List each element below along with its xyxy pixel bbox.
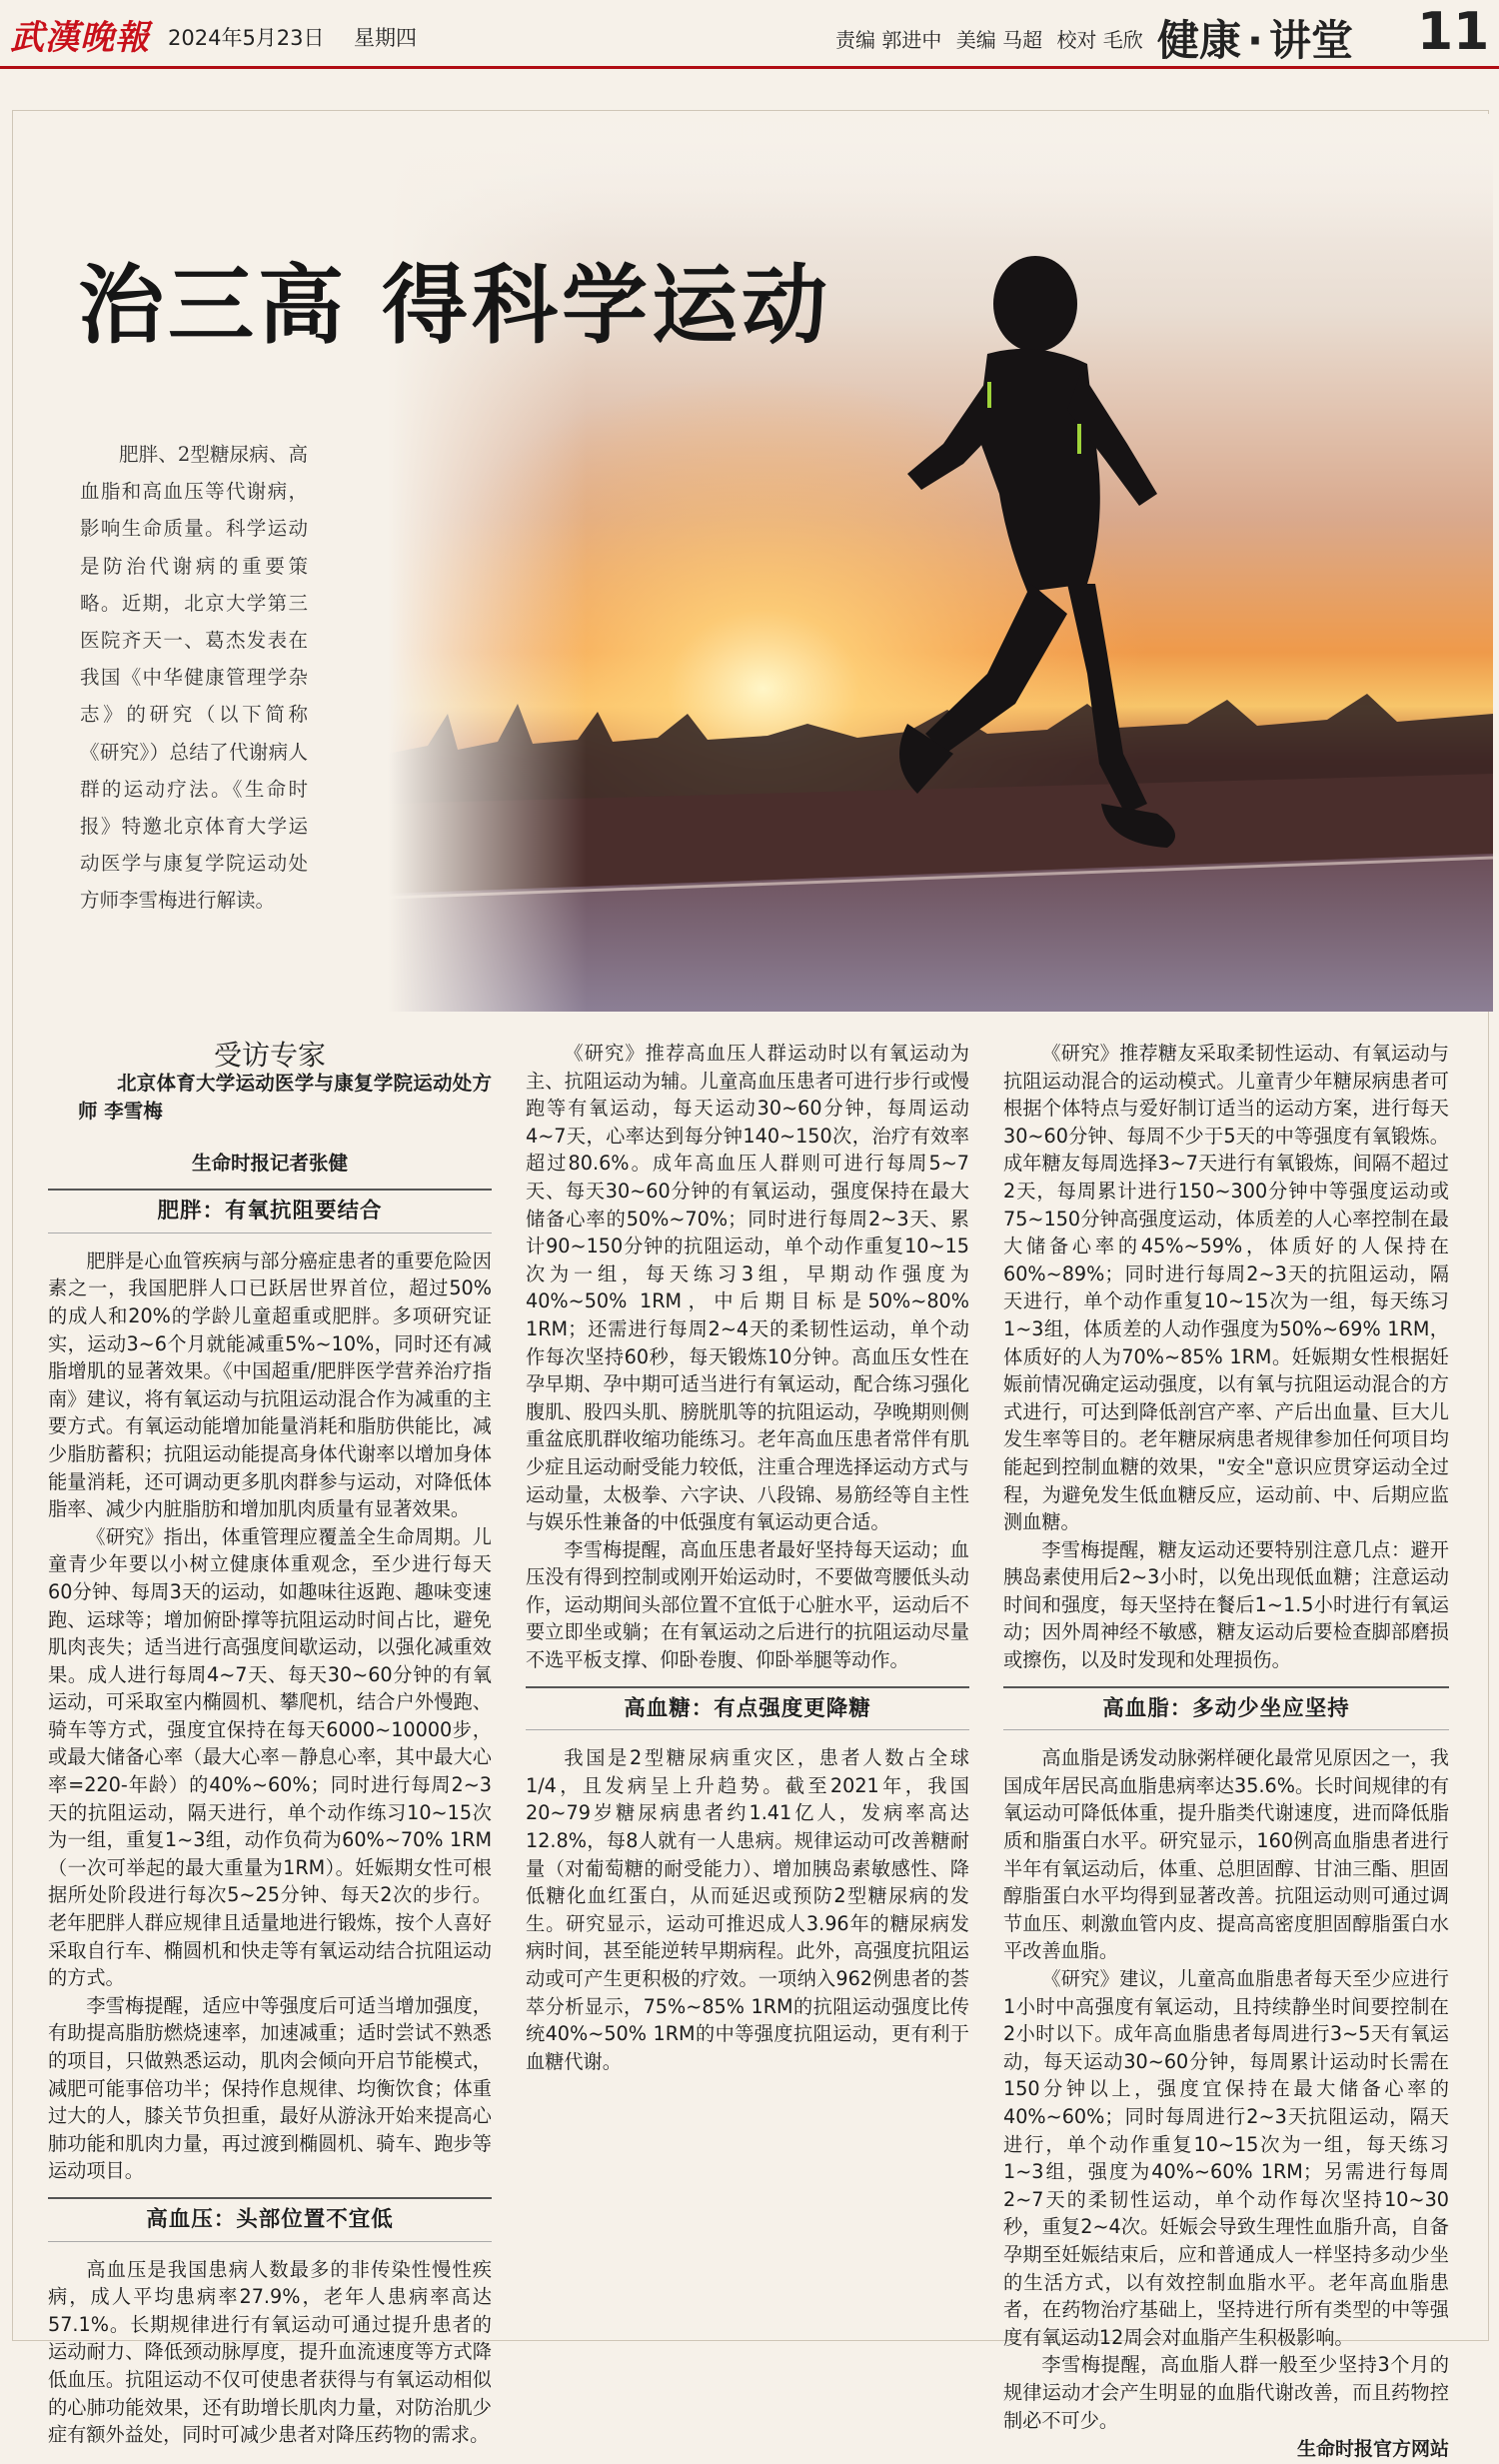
- paragraph: 《研究》推荐高血压人群运动时以有氧运动为主、抗阻运动为辅。儿童高血压患者可进行步行或慢跑等有氧运动，每天运动30~60分钟，每周运动4~7天，心率达到每分钟140~150次，治疗有效率超过80.6%。成年高血压人群则可进行每周5~7天、每天30~60分钟的有氧运动，强度保持在最大储备心率的50%~70%；同时进行每周2~3天、累计90~150分钟的抗阻运动，单个动作重复10~15次为一组，每天练习3组，早期动作强度为40%~50% 1RM，中后期目标是50%~80% 1RM；还需进行每周2~4天的柔韧性运动，单个动作每次坚持60秒，每天锻炼10分钟。高血压女性在孕早期、孕中期可适当进行有氧运动，配合练习强化腹肌、股四头肌、膀胱肌等的抗阻运动，孕晚期则侧重盆底肌群收缩功能练习。老年高血压患者常伴有肌少症且运动耐受能力较低，注重合理选择运动方式与运动量，太极拳、六字诀、八段锦、易筋经等自主性与娱乐性兼备的中低强度有氧运动更合适。: [526, 1042, 969, 1534]
- paragraph: 李雪梅提醒，高血脂人群一般至少坚持3个月的规律运动才会产生明显的血脂代谢改善，而且药物控制必不可少。: [1003, 2353, 1449, 2432]
- credit-proofreader: 校对 毛欣: [1056, 28, 1143, 52]
- expert-name: 北京体育大学运动医学与康复学院运动处方师 李雪梅: [78, 1071, 492, 1123]
- paragraph: 李雪梅提醒，适应中等强度后可适当增加强度，有助提高脂肪燃烧速率，加速减重；适时尝试不熟悉的项目，只做熟悉运动，肌肉会倾向开启节能模式，减肥可能事倍功半；保持作息规律、均衡饮食；体重过大的人，膝关节负担重，最好从游泳开始来提高心肺功能和肌肉力量，再过渡到椭圆机、骑车、跑步等运动项目。: [48, 1993, 492, 2183]
- section-name-a: 健康: [1157, 16, 1242, 65]
- paragraph: 高血压是我国患病人数最多的非传染性慢性疾病，成人平均患病率27.9%，老年人患病率高达57.1%。长期规律进行有氧运动可通过提升患者的运动耐力、降低颈动脉厚度，提升血流速度等方式降低血压。抗阻运动不仅可使患者获得与有氧运动相似的心肺功能效果，还有助增长肌肉力量，对防治肌少症有额外益处，同时可减少患者对降压药物的需求。: [48, 2257, 492, 2447]
- column-2: [526, 1040, 969, 2075]
- lead-paragraph: 肥胖、2型糖尿病、高血脂和高血压等代谢病，影响生命质量。科学运动是防治代谢病的重要策略。近期，北京大学第三医院齐天一、葛杰发表在我国《中华健康管理学杂志》的研究（以下简称《研究》）总结了代谢病人群的运动疗法。《生命时报》特邀北京体育大学运动医学与康复学院运动处方师李雪梅进行解读。: [80, 443, 308, 913]
- reporter-byline: 生命时报记者张健: [191, 1151, 348, 1175]
- paragraph: 肥胖是心血管疾病与部分癌症患者的重要危险因素之一，我国肥胖人口已跃居世界首位，超过50%的成人和20%的学龄儿童超重或肥胖。多项研究证实，运动3~6个月就能减重5%~10%，同时还有减脂增肌的显著效果。《中国超重/肥胖医学营养治疗指南》建议，将有氧运动与抗阻运动混合作为减重的主要方式。有氧运动能增加能量消耗和脂肪供能比，减少脂肪蓄积；抗阻运动能提高身体代谢率以增加身体能量消耗，还可调动更多肌肉群参与运动，对降低体脂率、减少内脏脂肪和增加肌肉质量有显著效果。: [48, 1248, 492, 1521]
- issue-date: 2024年5月23日: [168, 26, 325, 50]
- column-3: [1003, 1040, 1449, 2464]
- subhead-hyperglycemia: 高血糖：有点强度更降糖: [526, 1686, 969, 1731]
- expert-box-title: 受访专家: [213, 1039, 326, 1072]
- paragraph: 《研究》推荐糖友采取柔韧性运动、有氧运动与抗阻运动混合的运动模式。儿童青少年糖尿病患者可根据个体特点与爱好制订适当的运动方案，进行每天30~60分钟、每周不少于5天的中等强度有氧锻炼。成年糖友每周选择3~7天进行有氧锻炼，间隔不超过2天，每周累计进行150~300分钟中等强度运动或75~150分钟高强度运动，体质差的人心率控制在最大储备心率的45%~59%，体质好的人保持在60%~89%；同时进行每周2~3天的抗阻运动，隔天进行，单个动作重复10~15次为一组，每天练习1~3组，体质差的人动作强度为50%~69% 1RM，体质好的人为70%~85% 1RM。妊娠期女性根据妊娠前情况确定运动强度，以有氧与抗阻运动混合的方式进行，可达到降低剖宫产率、产后出血量、巨大儿发生率等目的。老年糖尿病患者规律参加任何项目均能起到控制血糖的效果，"安全"意识应贯穿运动全过程，为避免发生低血糖反应，运动前、中、后期应监测血糖。: [1003, 1042, 1449, 1534]
- page-number: 11: [1417, 2, 1490, 62]
- paragraph: 《研究》指出，体重管理应覆盖全生命周期。儿童青少年要以小树立健康体重观念，至少进行每天60分钟、每周3天的运动，如趣味往返跑、趣味变速跑、运球等；增加俯卧撑等抗阻运动时间占比，避免肌肉丧失；适当进行高强度间歇运动，以强化减重效果。成人进行每周4~7天、每天30~60分钟的有氧运动，可采取室内椭圆机、攀爬机，结合户外慢跑、骑车等方式，强度宜保持在每天6000~10000步，或最大储备心率（最大心率－静息心率，其中最大心率=220-年龄）的40%~60%；同时进行每周2~3天的抗阻运动，隔天进行，单个动作练习10~15次为一组，重复1~3组，动作负荷为60%~70% 1RM（一次可举起的最大重量为1RM）。妊娠期女性可根据所处阶段进行每次5~25分钟、每天2次的步行。老年肥胖人群应规律且适量地进行锻炼，按个人喜好采取自行车、椭圆机和快走等有氧运动结合抗阻运动的方式。: [48, 1524, 492, 1990]
- subhead-hyperlipidemia: 高血脂：多动少坐应坚持: [1003, 1686, 1449, 1731]
- subhead-hypertension: 高血压：头部位置不宜低: [48, 2197, 492, 2242]
- credit-designer: 美编 马超: [955, 28, 1043, 52]
- paragraph: 我国是2型糖尿病重灾区，患者人数占全球1/4，且发病呈上升趋势。截至2021年，我国20~79岁糖尿病患者约1.41亿人，发病率高达12.8%，每8人就有一人患病。规律运动可改善糖耐量（对葡萄糖的耐受能力）、增加胰岛素敏感性、降低糖化血红蛋白，从而延迟或预防2型糖尿病的发生。研究显示，运动可推迟成人3.96年的糖尿病发病时间，甚至能逆转早期病程。此外，高强度抗阻运动或可产生更积极的疗效。一项纳入962例患者的荟萃分析显示，75%~85% 1RM的抗阻运动强度比传统40%~50% 1RM的中等强度抗阻运动，更有利于血糖代谢。: [526, 1746, 969, 2073]
- paragraph: 《研究》建议，儿童高血脂患者每天至少应进行1小时中高强度有氧运动，且持续静坐时间要控制在2小时以下。成年高血脂患者每周进行3~5天有氧运动，每天运动30~60分钟，每周累计运动时长需在150分钟以上，强度宜保持在最大储备心率的40%~60%；同时每周进行2~3天抗阻运动，隔天进行，单个动作重复10~15次为一组，每天练习1~3组，强度为40%~60% 1RM；另需进行每周2~7天的柔韧性运动，单个动作每次坚持10~30秒，重复2~4次。妊娠会导致生理性血脂升高，自备孕期至妊娠结束后，应和普通成人一样坚持多动少坐的生活方式，以有效控制血脂水平。老年高血脂患者，在药物治疗基础上，坚持进行所有类型的中等强度有氧运动12周会对血脂产生积极影响。: [1003, 1967, 1449, 2349]
- credit-editor: 责编 郭进中: [835, 28, 942, 52]
- masthead: [0, 0, 1499, 66]
- issue-weekday: 星期四: [354, 26, 417, 50]
- editor-credits: [835, 24, 1151, 53]
- section-separator: ·: [1247, 16, 1263, 65]
- masthead-rule: [0, 66, 1499, 69]
- paragraph: 李雪梅提醒，高血压患者最好坚持每天运动；血压没有得到控制或刚开始运动时，不要做弯腰低头动作，运动期间头部位置不宜低于心脏水平，运动后不要立即坐或躺；在有氧运动之后进行的抗阻运动尽量不选平板支撑、仰卧卷腹、仰卧举腿等动作。: [526, 1537, 969, 1672]
- column-1: [48, 1040, 492, 2449]
- source-credit: 生命时报官方网站: [1296, 2438, 1449, 2461]
- section-title: [1157, 8, 1353, 68]
- newspaper-logo: 武漢晚報: [10, 18, 150, 58]
- subhead-obesity: 肥胖：有氧抗阻要结合: [48, 1189, 492, 1233]
- section-name-b: 讲堂: [1268, 16, 1353, 65]
- headline: 治三高 得科学运动: [78, 255, 831, 356]
- paragraph: 高血脂是诱发动脉粥样硬化最常见原因之一，我国成年居民高血脂患病率达35.6%。长时间规律的有氧运动可降低体重，提升脂类代谢速度，进而降低脂质和脂蛋白水平。研究显示，160例高血脂患者进行半年有氧运动后，体重、总胆固醇、甘油三酯、胆固醇脂蛋白水平均得到显著改善。抗阻运动则可通过调节血压、刺激血管内皮、提高高密度胆固醇脂蛋白水平改善血脂。: [1003, 1746, 1449, 1963]
- paragraph: 李雪梅提醒，糖友运动还要特别注意几点：避开胰岛素使用后2~3小时，以免出现低血糖；注意运动时间和强度，每天坚持在餐后1~1.5小时进行有氧运动；因外周神经不敏感，糖友运动后要检查脚部磨损或擦伤，以及时发现和处理损伤。: [1003, 1537, 1449, 1672]
